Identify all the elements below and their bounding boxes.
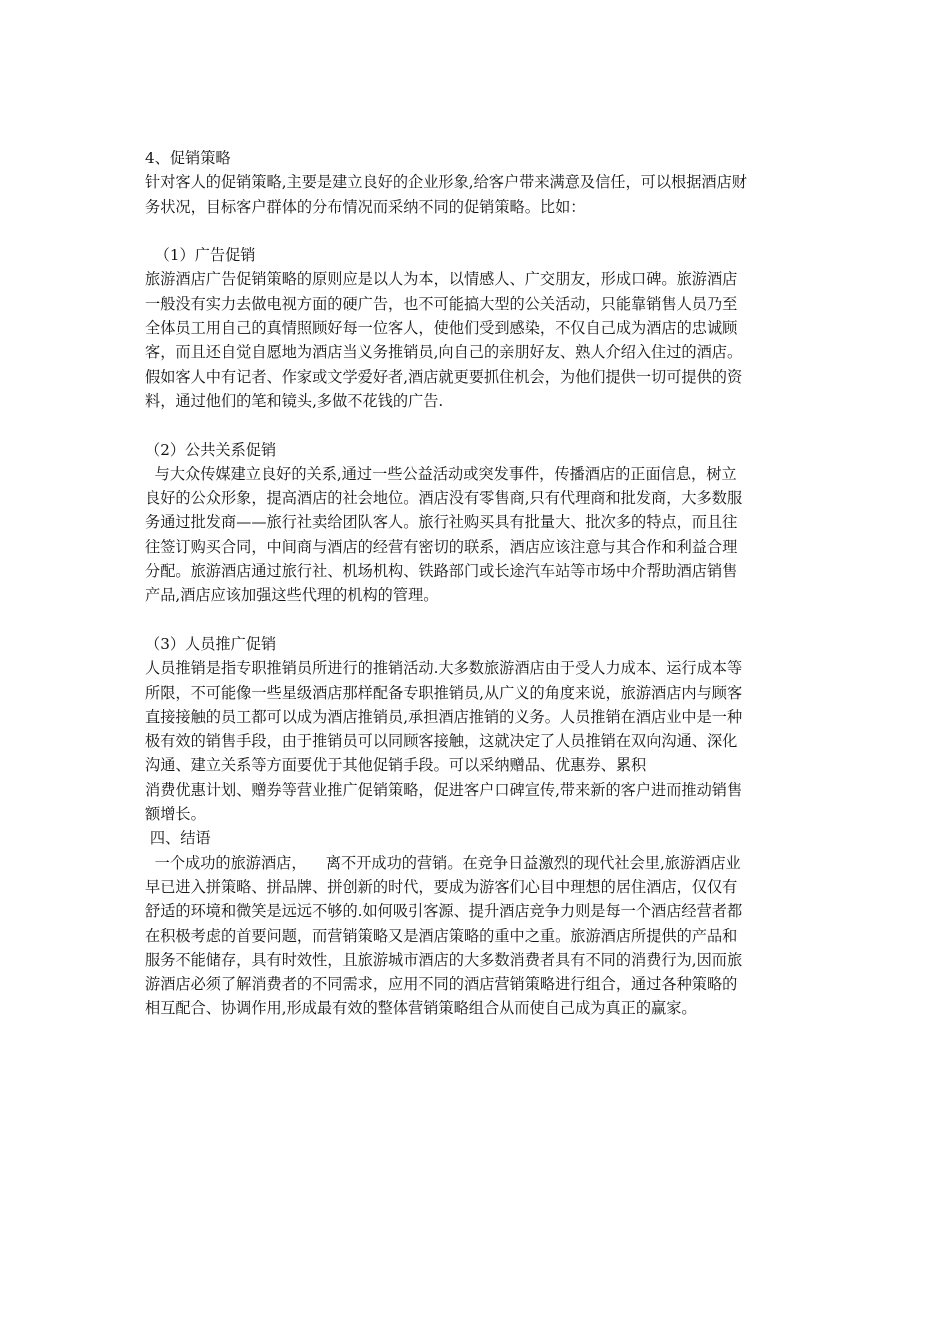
heading-advertising-promotion: （1）广告促销 (145, 246, 256, 265)
paragraph-line: 务状况，目标客户群体的分布情况而采纳不同的促销策略。比如： (145, 197, 586, 216)
section-advertising-promotion (145, 243, 815, 413)
paragraph-line: 服务不能储存，具有时效性，且旅游城市酒店的大多数消费者具有不同的消费行为,因而旅 (145, 950, 743, 969)
paragraph-line: 人员推销是指专职推销员所进行的推销活动.大多数旅游酒店由于受人力成本、运行成本等 (145, 659, 743, 678)
paragraph-line: 假如客人中有记者、作家或文学爱好者,酒店就更要抓住机会，为他们提供一切可提供的资 (145, 367, 743, 386)
paragraph-line: 良好的公众形象，提高酒店的社会地位。酒店没有零售商,只有代理商和批发商，大多数服 (145, 489, 743, 508)
section-public-relations-promotion (145, 438, 815, 608)
paragraph-line: 一个成功的旅游酒店， 离不开成功的营销。在竞争日益激烈的现代社会里,旅游酒店业 (145, 853, 741, 872)
paragraph-line: 一般没有实力去做电视方面的硬广告，也不可能搞大型的公关活动，只能靠销售人员乃至 (145, 294, 738, 313)
paragraph-line: 旅游酒店广告促销策略的原则应是以人为本，以情感人、广交朋友，形成口碑。旅游酒店 (145, 270, 738, 289)
paragraph-line: 极有效的销售手段，由于推销员可以同顾客接触，这就决定了人员推销在双向沟通、深化 (145, 732, 738, 751)
paragraph-line: 针对客人的促销策略,主要是建立良好的企业形象,给客户带来满意及信任，可以根据酒店财 (145, 173, 747, 192)
paragraph-line: 直接接触的员工都可以成为酒店推销员,承担酒店推销的义务。人员推销在酒店业中是一种 (145, 707, 743, 726)
paragraph-line: 相互配合、协调作用,形成最有效的整体营销策略组合从而使自己成为真正的赢家。 (145, 999, 697, 1018)
paragraph-line: 务通过批发商——旅行社卖给团队客人。旅行社购买具有批量大、批次多的特点，而且往 (145, 513, 738, 532)
paragraph-line: 分配。旅游酒店通过旅行社、机场机构、铁路部门或长途汽车站等市场中介帮助酒店销售 (145, 562, 738, 581)
section-personnel-promotion (145, 632, 815, 1021)
paragraph-line: 往签订购买合同，中间商与酒店的经营有密切的联系，酒店应该注意与其合作和利益合理 (145, 537, 738, 556)
paragraph-line: 全体员工用自己的真情照顾好每一位客人，使他们受到感染，不仅自己成为酒店的忠诚顾 (145, 319, 738, 338)
paragraph-line: 所限，不可能像一些星级酒店那样配备专职推销员,从广义的角度来说，旅游酒店内与顾客 (145, 683, 743, 702)
document-body (145, 146, 815, 1021)
blank-line (145, 219, 815, 243)
heading-conclusion: 四、结语 (145, 829, 211, 848)
paragraph-line: 游酒店必须了解消费者的不同需求，应用不同的酒店营销策略进行组合，通过各种策略的 (145, 975, 738, 994)
paragraph-line: 早已进入拼策略、拼品牌、拼创新的时代，要成为游客们心目中理想的居住酒店，仅仅有 (145, 877, 738, 896)
paragraph-line: 额增长。 (145, 805, 206, 824)
paragraph-line: 客，而且还自觉自愿地为酒店当义务推销员,向自己的亲朋好友、熟人介绍入住过的酒店。 (145, 343, 743, 362)
heading-public-relations-promotion: （2）公共关系促销 (145, 440, 277, 459)
paragraph-line: 沟通、建立关系等方面要优于其他促销手段。可以采纳赠品、优惠券、累积 (145, 756, 647, 775)
heading-personnel-promotion: （3）人员推广促销 (145, 634, 277, 653)
paragraph-line: 产品,酒店应该加强这些代理的机构的管理。 (145, 586, 439, 605)
blank-line (145, 608, 815, 632)
paragraph-line: 消费优惠计划、赠券等营业推广促销策略，促进客户口碑宣传,带来新的客户进而推动销售 (145, 780, 743, 799)
section-promotion-strategy (145, 146, 815, 219)
paragraph-line: 在积极考虑的首要问题，而营销策略又是酒店策略的重中之重。旅游酒店所提供的产品和 (145, 926, 738, 945)
paragraph-line: 舒适的环境和微笑是远远不够的.如何吸引客源、提升酒店竞争力则是每一个酒店经营者都 (145, 902, 743, 921)
paragraph-line: 与大众传媒建立良好的关系,通过一些公益活动或突发事件，传播酒店的正面信息，树立 (145, 464, 737, 483)
heading-promotion-strategy: 4、促销策略 (145, 149, 231, 167)
paragraph-line: 料，通过他们的笔和镜头,多做不花钱的广告. (145, 391, 444, 410)
blank-line (145, 413, 815, 437)
